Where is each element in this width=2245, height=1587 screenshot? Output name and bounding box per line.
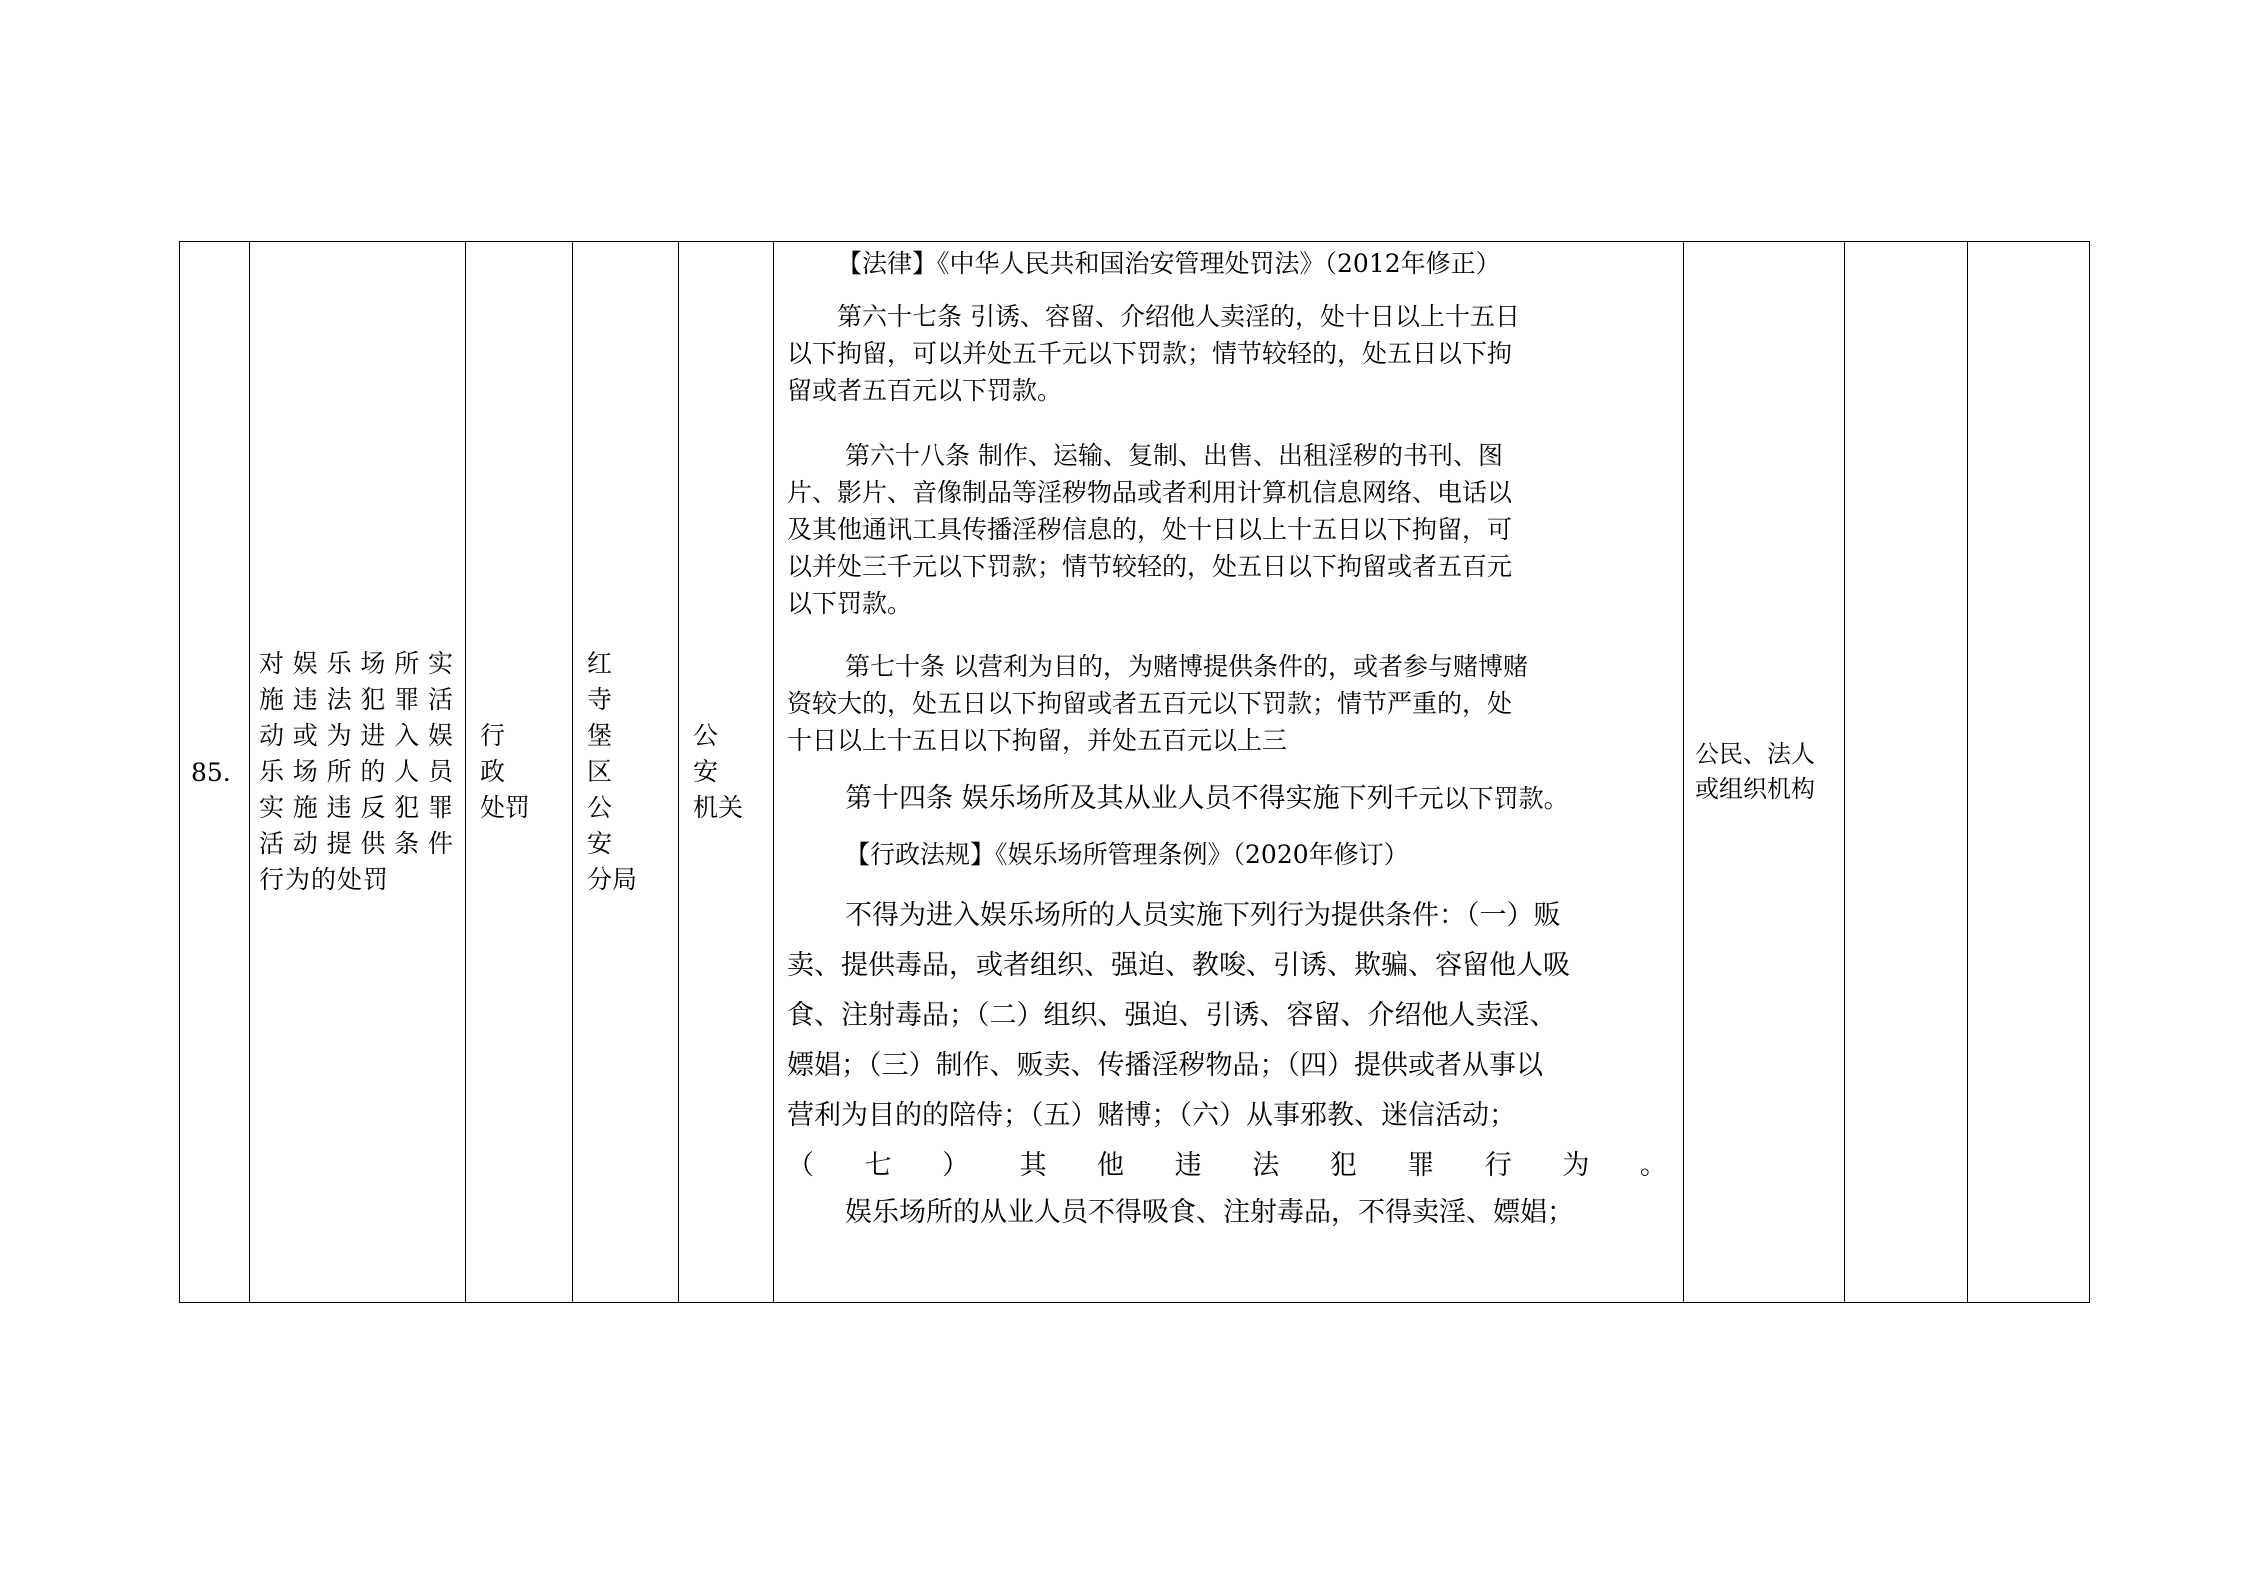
item-name-line: 施违法犯罪活 [259, 685, 455, 714]
regulation-line: 卖、提供毒品，或者组织、强迫、教唆、引诱、欺骗、容留他人吸 [787, 950, 1570, 981]
spread-char: 犯 [1329, 1150, 1357, 1181]
matter-table [179, 241, 2090, 1303]
item-name-line: 行为的处罚 [259, 865, 390, 894]
department-line: 公 安 [587, 793, 633, 858]
regulation-line: 食、注射毒品；（二）组织、强迫、引诱、容留、介绍他人卖淫、 [787, 1000, 1557, 1031]
subject-line: 或组织机构 [1695, 775, 1815, 803]
item-name-line: 活动提供条件 [259, 829, 455, 858]
department-line: 分局 [587, 865, 638, 894]
sequence-cell [180, 242, 249, 1302]
article-68-line: 片、影片、音像制品等淫秽物品或者利用计算机信息网络、电话以 [787, 478, 1513, 507]
legal-basis-cell [773, 242, 1683, 1302]
spread-char: 违 [1174, 1150, 1202, 1181]
item-name-line: 对娱乐场所实 [259, 649, 455, 678]
item-name-line: 实施违反犯罪 [259, 793, 455, 822]
organ-line: 公安 [693, 721, 729, 786]
item-name-line: 动或为进入娱 [259, 721, 455, 750]
sequence-number: 85. [191, 757, 231, 787]
department-line: 堡 区 [587, 721, 633, 786]
organ-cell [678, 242, 773, 1302]
spread-char: 。 [1639, 1150, 1667, 1181]
spread-char: 其 [1019, 1150, 1047, 1181]
regulation-line: 嫖娼；（三）制作、贩卖、传播淫秽物品；（四）提供或者从事以 [787, 1050, 1543, 1081]
category-line: 处罚 [480, 793, 531, 822]
empty-cell [1967, 242, 2091, 1302]
article-14-start: 第十四条 娱乐场所及其从业人员不得实施下列 [845, 783, 1394, 814]
subject-cell [1683, 242, 1844, 1302]
regulation-last-line: 娱乐场所的从业人员不得吸食、注射毒品，不得卖淫、嫖娼； [845, 1197, 1574, 1228]
regulation-line: 营利为目的的陪侍；（五）赌博；（六）从事邪教、迷信活动； [787, 1100, 1516, 1131]
subject-line: 公民、法人 [1695, 740, 1815, 768]
article-68-line: 以下罚款。 [787, 589, 913, 618]
category-cell [465, 242, 572, 1302]
department-cell [572, 242, 678, 1302]
item-name-cell [249, 242, 465, 1302]
organ-line: 机关 [693, 793, 744, 822]
item-name-line: 乐场所的人员 [259, 757, 455, 786]
article-70-line: 十日以上十五日以下拘留，并处五百元以上三 [787, 726, 1288, 755]
spread-char: 为 [1562, 1150, 1590, 1181]
department-line: 红 寺 [587, 649, 633, 714]
regulation-title: 【行政法规】《娱乐场所管理条例》（2020年修订） [845, 840, 1409, 869]
article-70-line: 资较大的，处五日以下拘留或者五百元以下罚款；情节严重的，处 [787, 689, 1513, 718]
law-title: 【法律】《中华人民共和国治安管理处罚法》（2012年修正） [837, 249, 1501, 278]
spread-char: （ [787, 1150, 814, 1181]
spread-char: ） [942, 1150, 970, 1181]
article-14-line [787, 777, 1671, 821]
regulation-line: 不得为进入娱乐场所的人员实施下列行为提供条件：（一）贩 [845, 900, 1561, 931]
spread-char: 法 [1252, 1150, 1280, 1181]
article-68-line: 第六十八条 制作、运输、复制、出售、出租淫秽的书刊、图 [845, 441, 1503, 470]
category-line: 行 政 [480, 721, 526, 786]
article-70-line: 第七十条 以营利为目的，为赌博提供条件的，或者参与赌博赌 [845, 652, 1528, 681]
article-14-tail: 千元以下罚款。 [1393, 784, 1569, 813]
spread-char: 七 [864, 1150, 892, 1181]
article-68-line: 及其他通讯工具传播淫秽信息的，处十日以上十五日以下拘留，可 [787, 515, 1513, 544]
spread-char: 罪 [1407, 1150, 1435, 1181]
regulation-spread-line [787, 1141, 1671, 1191]
article-67-line: 第六十七条 引诱、容留、介绍他人卖淫的，处十日以上十五日 [837, 302, 1520, 331]
spread-char: 行 [1484, 1150, 1512, 1181]
spread-char: 他 [1097, 1150, 1125, 1181]
empty-cell [1844, 242, 1967, 1302]
article-68-line: 以并处三千元以下罚款；情节较轻的，处五日以下拘留或者五百元 [787, 552, 1513, 581]
article-67-line: 留或者五百元以下罚款。 [787, 376, 1063, 405]
article-67-line: 以下拘留，可以并处五千元以下罚款；情节较轻的，处五日以下拘 [787, 339, 1513, 368]
